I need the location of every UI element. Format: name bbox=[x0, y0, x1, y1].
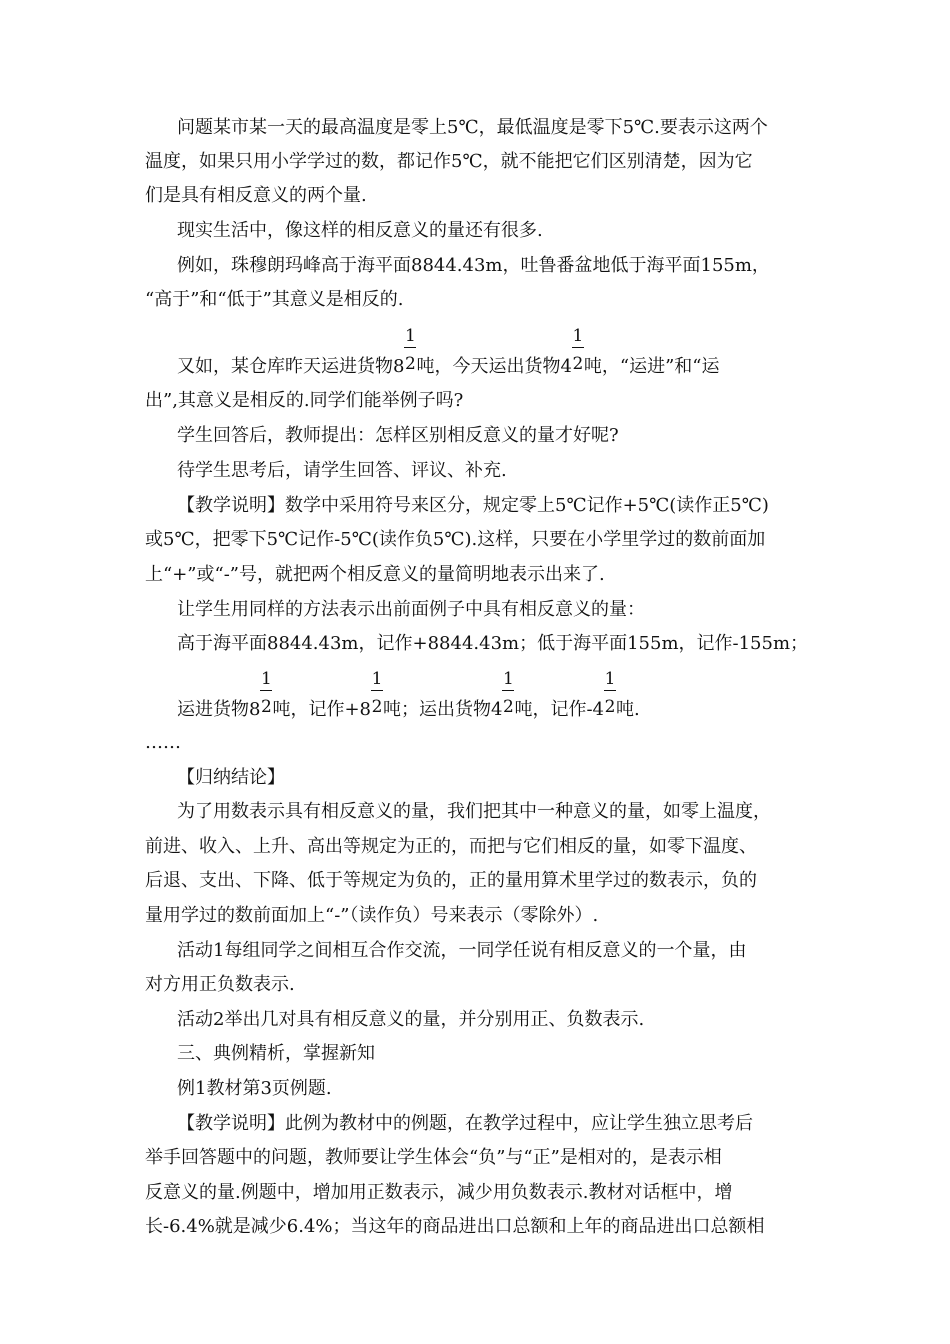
ellipsis-line: …… bbox=[145, 732, 181, 753]
section-heading: 三、典例精析，掌握新知 bbox=[177, 1043, 375, 1064]
paragraph-line: 上“+”或“-”号，就把两个相反意义的量简明地表示出来了. bbox=[145, 564, 605, 585]
fraction-denominator: 2 bbox=[405, 354, 416, 374]
text-segment: 又如，某仓库昨天运进货物8 bbox=[177, 356, 405, 377]
paragraph-line-with-fractions bbox=[177, 669, 640, 722]
fraction-numerator: 1 bbox=[503, 669, 514, 689]
paragraph-line: 出”,其意义是相反的.同学们能举例子吗? bbox=[145, 390, 464, 411]
fraction-denominator: 2 bbox=[261, 697, 272, 717]
text-segment: 吨，记作+8 bbox=[272, 699, 371, 720]
paragraph-line: 反意义的量.例题中，增加用正数表示，减少用负数表示.教材对话框中，增 bbox=[145, 1182, 733, 1203]
fraction-numerator: 1 bbox=[405, 326, 416, 346]
paragraph-line: 问题某市某一天的最高温度是零上5℃，最低温度是零下5℃.要表示这两个 bbox=[177, 117, 768, 138]
text-segment: 运进货物8 bbox=[177, 699, 261, 720]
paragraph-line: 对方用正负数表示. bbox=[145, 974, 295, 995]
fraction bbox=[404, 326, 416, 379]
fraction-bar bbox=[604, 690, 616, 691]
paragraph-line: 活动2举出几对具有相反意义的量，并分别用正、负数表示. bbox=[177, 1009, 645, 1030]
fraction-bar bbox=[404, 347, 416, 348]
paragraph-line: “高于”和“低于”其意义是相反的. bbox=[145, 289, 404, 310]
text-segment: 吨；运出货物4 bbox=[383, 699, 503, 720]
text-segment: 吨，“运进”和“运 bbox=[583, 356, 720, 377]
section-heading: 【归纳结论】 bbox=[177, 767, 285, 788]
fraction-denominator: 2 bbox=[371, 697, 383, 717]
paragraph-line: 长-6.4%就是减少6.4%；当这年的商品进出口总额和上年的商品进出口总额相 bbox=[145, 1216, 765, 1237]
fraction-bar bbox=[502, 690, 514, 691]
paragraph-line: 学生回答后，教师提出：怎样区别相反意义的量才好呢? bbox=[177, 425, 619, 446]
text-segment: 吨，今天运出货物4 bbox=[416, 356, 572, 377]
paragraph-line: 量用学过的数前面加上“-”（读作负）号来表示（零除外）. bbox=[145, 905, 599, 926]
paragraph-line: 【教学说明】此例为教材中的例题，在教学过程中，应让学生独立思考后 bbox=[177, 1113, 753, 1134]
paragraph-line: 温度，如果只用小学学过的数，都记作5℃，就不能把它们区别清楚，因为它 bbox=[145, 151, 753, 172]
paragraph-line: 后退、支出、下降、低于等规定为负的，正的量用算术里学过的数表示，负的 bbox=[145, 870, 757, 891]
paragraph-line: 为了用数表示具有相反意义的量，我们把其中一种意义的量，如零上温度， bbox=[177, 801, 771, 822]
fraction-denominator: 2 bbox=[604, 697, 616, 717]
fraction-denominator: 2 bbox=[503, 697, 514, 717]
paragraph-line: 让学生用同样的方法表示出前面例子中具有相反意义的量： bbox=[177, 599, 645, 620]
fraction-denominator: 2 bbox=[572, 354, 584, 374]
fraction bbox=[572, 326, 584, 379]
paragraph-line: 前进、收入、上升、高出等规定为正的，而把与它们相反的量，如零下温度、 bbox=[145, 836, 757, 857]
paragraph-line-with-fractions bbox=[177, 326, 720, 379]
fraction bbox=[502, 669, 514, 722]
fraction bbox=[260, 669, 272, 722]
paragraph-line: 待学生思考后，请学生回答、评议、补充. bbox=[177, 460, 507, 481]
paragraph-line: 活动1每组同学之间相互合作交流，一同学任说有相反意义的一个量，由 bbox=[177, 940, 747, 961]
paragraph-line: 举手回答题中的问题，教师要让学生体会“负”与“正”是相对的，是表示相 bbox=[145, 1147, 722, 1168]
paragraph-line: 或5℃，把零下5℃记作-5℃(读作负5℃).这样，只要在小学里学过的数前面加 bbox=[145, 529, 766, 550]
fraction-numerator: 1 bbox=[261, 669, 272, 689]
fraction-bar bbox=[572, 347, 584, 348]
fraction-numerator: 1 bbox=[371, 669, 383, 689]
fraction-numerator: 1 bbox=[572, 326, 584, 346]
fraction bbox=[604, 669, 616, 722]
paragraph-line: 现实生活中，像这样的相反意义的量还有很多. bbox=[177, 220, 543, 241]
paragraph-line: 例如，珠穆朗玛峰高于海平面8844.43m，吐鲁番盆地低于海平面155m， bbox=[177, 255, 770, 276]
fraction-bar bbox=[260, 690, 272, 691]
fraction-numerator: 1 bbox=[604, 669, 616, 689]
paragraph-line: 高于海平面8844.43m，记作+8844.43m；低于海平面155m，记作-155m； bbox=[177, 633, 809, 654]
text-segment: 吨，记作-4 bbox=[514, 699, 604, 720]
paragraph-line: 【教学说明】数学中采用符号来区分，规定零上5℃记作+5℃(读作正5℃) bbox=[177, 495, 769, 516]
paragraph-line: 们是具有相反意义的两个量. bbox=[145, 185, 367, 206]
fraction-bar bbox=[371, 690, 383, 691]
fraction bbox=[371, 669, 383, 722]
text-segment: 吨. bbox=[616, 699, 640, 720]
paragraph-line: 例1教材第3页例题. bbox=[177, 1078, 332, 1099]
